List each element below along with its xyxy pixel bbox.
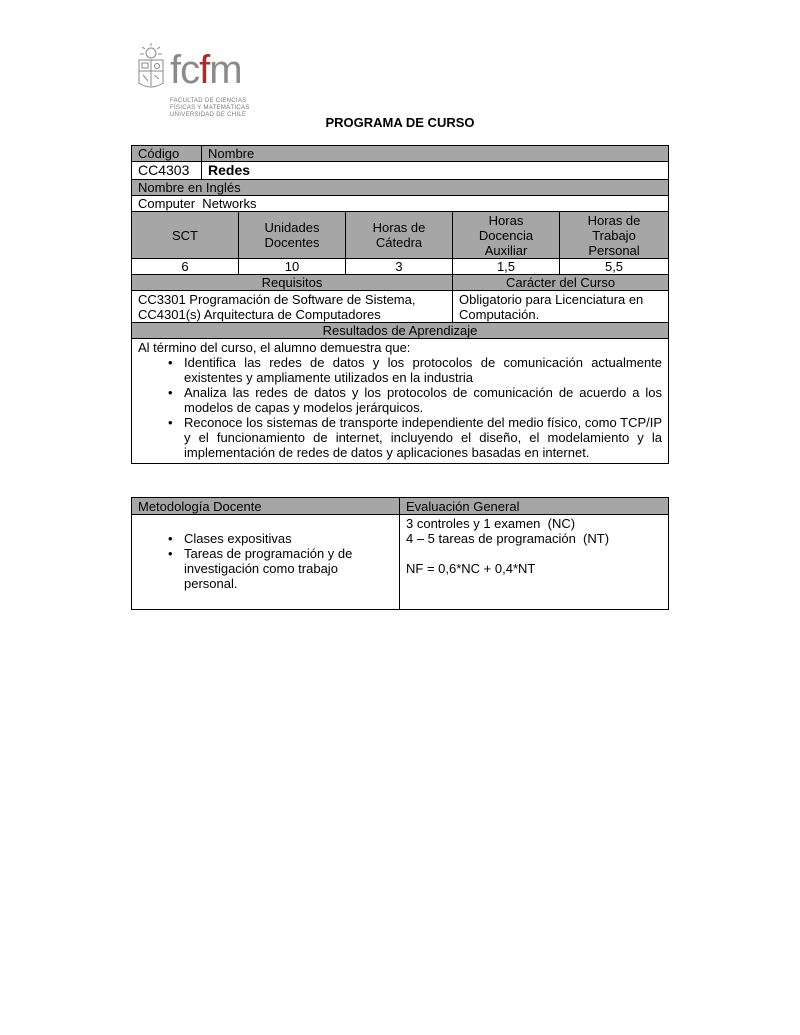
hours-value-catedra: 3 [346,259,453,275]
outcome-item: • Reconoce los sistemas de transporte independiente del medio físico, como TCP/IP y el funcionamiento de internet, incluyendo el diseño, el modelamiento y la implementación de redes de datos y aplicaciones basadas en internet. [168,415,662,460]
hours-value-unidades: 10 [239,259,346,275]
outcomes-list [138,355,662,460]
hours-header-sct: SCT [132,212,239,259]
hours-header-personal: Horas de Trabajo Personal [560,212,669,259]
methodology-item: • Tareas de programación y de investigación como trabajo personal. [168,546,363,591]
hours-header-auxiliar: Horas Docencia Auxiliar [453,212,560,259]
requisites-label: Requisitos [132,275,453,291]
faculty-name-logo-text: FACULTAD DE CIENCIAS FÍSICAS Y MATEMÁTICAS UNIVERSIDAD DE CHILE [170,98,250,118]
hours-value-sct: 6 [132,259,239,275]
methodology-evaluation-table [131,497,669,610]
course-info-table [131,145,669,464]
english-name: Computer Networks [132,196,669,212]
course-code: CC4303 [132,162,202,180]
outcomes-label: Resultados de Aprendizaje [132,323,669,339]
methodology-label: Metodología Docente [132,498,400,515]
evaluation-line-1: 3 controles y 1 examen (NC) [406,516,576,531]
outcome-item: • Identifica las redes de datos y los protocolos de comunicación actualmente existentes y ampliamente utilizados en la industria [168,355,662,385]
hours-header-unidades: Unidades Docentes [239,212,346,259]
hours-value-auxiliar: 1,5 [453,259,560,275]
page-title: PROGRAMA DE CURSO [325,115,475,130]
outcome-item: • Analiza las redes de datos y los protocolos de comunicación de acuerdo a los modelos de capas y modelos jerárquicos. [168,385,662,415]
fcfm-logo-wordmark: fcfm [170,48,242,92]
character-label: Carácter del Curso [453,275,669,291]
methodology-item: • Clases expositivas [168,531,363,546]
requisites-text: CC3301 Programación de Software de Sistema, CC4301(s) Arquitectura de Computadores [132,291,453,323]
evaluation-line-2: 4 – 5 tareas de programación (NT) [406,531,610,546]
hours-value-personal: 5,5 [560,259,669,275]
code-label: Código [132,146,202,162]
evaluation-formula: NF = 0,6*NC + 0,4*NT [406,561,536,576]
outcomes-intro: Al término del curso, el alumno demuestra que: [138,340,411,355]
english-name-label: Nombre en Inglés [132,180,669,196]
course-name: Redes [202,162,669,180]
hours-header-catedra: Horas de Cátedra [346,212,453,259]
methodology-list [138,531,393,591]
name-label: Nombre [202,146,669,162]
evaluation-label: Evaluación General [400,498,669,515]
character-text: Obligatorio para Licenciatura en Computación. [453,291,669,323]
